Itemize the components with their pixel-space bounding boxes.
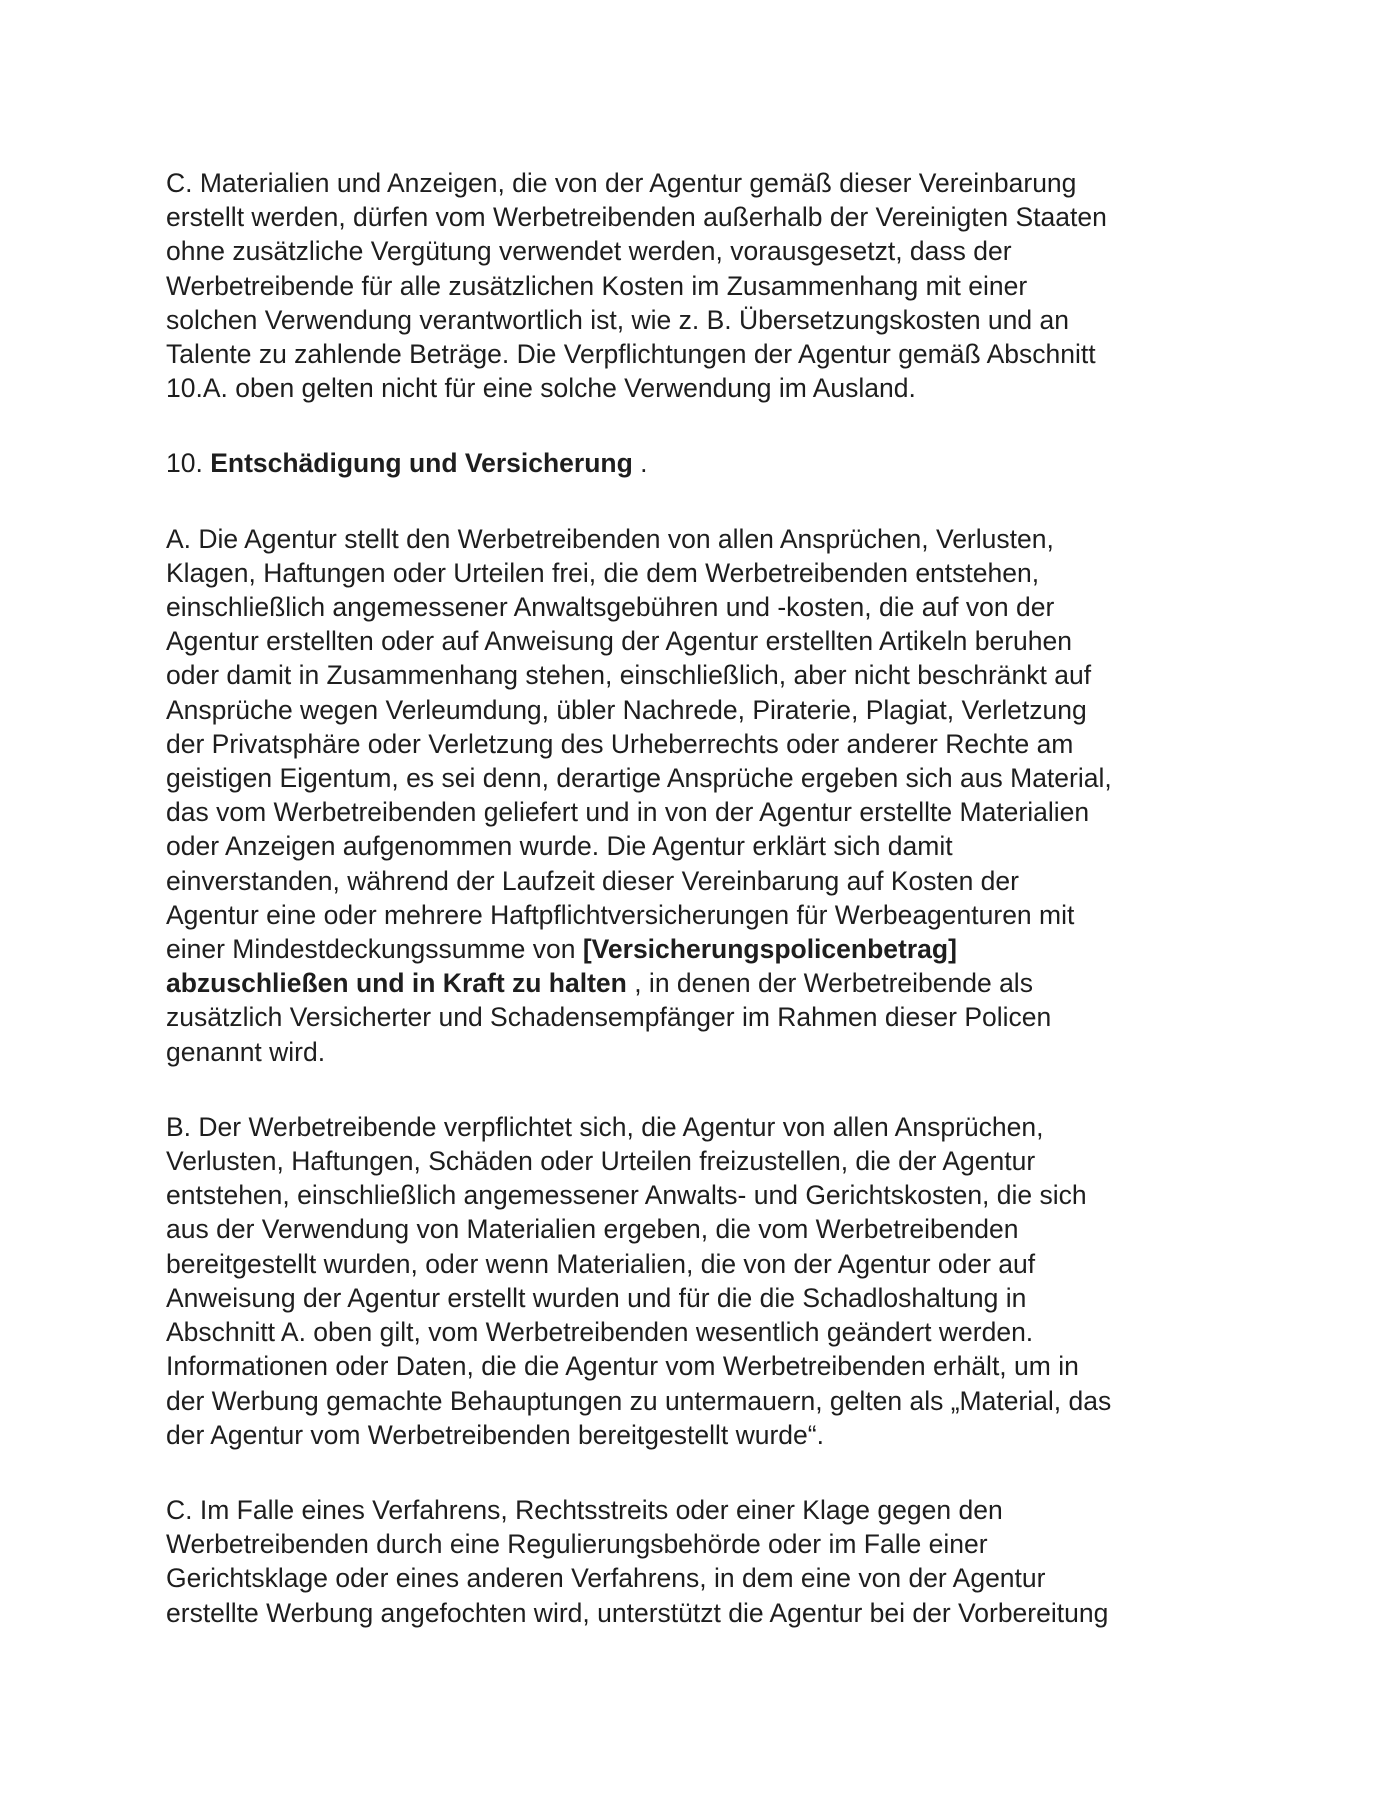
text-line: der Werbung gemachte Behauptungen zu untermauern, gelten als „Material, das bbox=[166, 1385, 1112, 1416]
text-line: oder damit in Zusammenhang stehen, einschließlich, aber nicht beschränkt auf bbox=[166, 660, 1092, 691]
text-line bbox=[166, 966, 1246, 1000]
text-line: einverstanden, während der Laufzeit dieser Vereinbarung auf Kosten der bbox=[166, 865, 1019, 896]
text-line: B. Der Werbetreibende verpflichtet sich, die Agentur von allen Ansprüchen, bbox=[166, 1111, 1044, 1142]
text-line bbox=[166, 932, 1246, 966]
text-line: einschließlich angemessener Anwaltsgebühren und -kosten, die auf von der bbox=[166, 592, 1055, 623]
text-line: Informationen oder Daten, die die Agentur vom Werbetreibenden erhält, um in bbox=[166, 1351, 1079, 1382]
text-line: der Privatsphäre oder Verletzung des Urheberrechts oder anderer Rechte am bbox=[166, 728, 1074, 759]
section-title: Entschädigung und Versicherung bbox=[210, 448, 633, 479]
text-line: ohne zusätzliche Vergütung verwendet werden, vorausgesetzt, dass der bbox=[166, 236, 1012, 267]
text-line: A. Die Agentur stellt den Werbetreibenden von allen Ansprüchen, Verlusten, bbox=[166, 523, 1054, 554]
text-line: 10.A. oben gelten nicht für eine solche Verwendung im Ausland. bbox=[166, 373, 916, 404]
bold-obligation-text: abzuschließen und in Kraft zu halten bbox=[166, 968, 627, 999]
text-line: das vom Werbetreibenden geliefert und in von der Agentur erstellte Materialien bbox=[166, 797, 1090, 828]
text-line: Werbetreibenden durch eine Regulierungsbehörde oder im Falle einer bbox=[166, 1529, 988, 1560]
text-line-suffix: , in denen der Werbetreibende als bbox=[626, 968, 1033, 999]
text-line: erstellt werden, dürfen vom Werbetreibenden außerhalb der Vereinigten Staaten bbox=[166, 202, 1107, 233]
text-line: genannt wird. bbox=[166, 1036, 326, 1067]
text-line: Talente zu zahlende Beträge. Die Verpflichtungen der Agentur gemäß Abschnitt bbox=[166, 339, 1096, 370]
text-line: geistigen Eigentum, es sei denn, derartige Ansprüche ergeben sich aus Material, bbox=[166, 763, 1112, 794]
text-line: oder Anzeigen aufgenommen wurde. Die Agentur erklärt sich damit bbox=[166, 831, 953, 862]
text-line: Agentur eine oder mehrere Haftpflichtversicherungen für Werbeagenturen mit bbox=[166, 899, 1075, 930]
paragraph-c-proceedings bbox=[166, 1493, 1246, 1630]
section-number: 10. bbox=[166, 448, 211, 479]
document-body bbox=[166, 166, 1246, 1671]
text-line: erstellte Werbung angefochten wird, unterstützt die Agentur bei der Vorbereitung bbox=[166, 1597, 1109, 1628]
text-line: Klagen, Haftungen oder Urteilen frei, die dem Werbetreibenden entstehen, bbox=[166, 557, 1040, 588]
text-line: Werbetreibende für alle zusätzlichen Kosten im Zusammenhang mit einer bbox=[166, 270, 1028, 301]
section-title-suffix: . bbox=[632, 448, 648, 479]
section-heading-10 bbox=[166, 446, 1246, 480]
insurance-amount-placeholder: [Versicherungspolicenbetrag] bbox=[582, 934, 957, 965]
text-line: der Agentur vom Werbetreibenden bereitgestellt wurde“. bbox=[166, 1419, 824, 1450]
section-heading-line bbox=[166, 446, 1246, 480]
text-line: Verlusten, Haftungen, Schäden oder Urteilen freizustellen, die der Agentur bbox=[166, 1146, 1036, 1177]
text-line-prefix: einer Mindestdeckungssumme von bbox=[166, 934, 583, 965]
text-line: entstehen, einschließlich angemessener Anwalts- und Gerichtskosten, die sich bbox=[166, 1180, 1087, 1211]
text-line: Agentur erstellten oder auf Anweisung der Agentur erstellten Artikeln beruhen bbox=[166, 626, 1072, 657]
paragraph-c-materials bbox=[166, 166, 1246, 405]
text-line: C. Materialien und Anzeigen, die von der Agentur gemäß dieser Vereinbarung bbox=[166, 168, 1077, 198]
text-line: Anweisung der Agentur erstellt wurden und für die die Schadloshaltung in bbox=[166, 1282, 1027, 1313]
text-line: Gerichtsklage oder eines anderen Verfahrens, in dem eine von der Agentur bbox=[166, 1563, 1046, 1594]
text-line: C. Im Falle eines Verfahrens, Rechtsstreits oder einer Klage gegen den bbox=[166, 1494, 1003, 1525]
text-line: aus der Verwendung von Materialien ergeben, die vom Werbetreibenden bbox=[166, 1214, 1019, 1245]
text-line: Ansprüche wegen Verleumdung, übler Nachrede, Piraterie, Plagiat, Verletzung bbox=[166, 694, 1087, 725]
paragraph-b-advertiser-indemnification bbox=[166, 1110, 1246, 1452]
text-line: Abschnitt A. oben gilt, vom Werbetreibenden wesentlich geändert werden. bbox=[166, 1317, 1034, 1348]
text-line: zusätzlich Versicherter und Schadensempfänger im Rahmen dieser Policen bbox=[166, 1002, 1052, 1033]
text-line: solchen Verwendung verantwortlich ist, wie z. B. Übersetzungskosten und an bbox=[166, 304, 1069, 335]
paragraph-a-indemnification bbox=[166, 522, 1246, 1069]
text-line: bereitgestellt wurden, oder wenn Materialien, die von der Agentur oder auf bbox=[166, 1248, 1036, 1279]
